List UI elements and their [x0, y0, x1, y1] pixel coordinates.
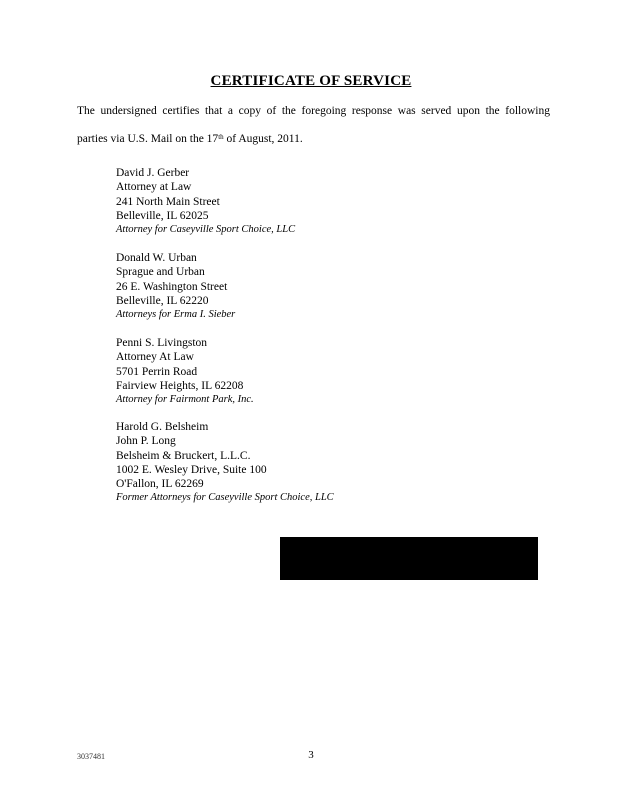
party-address-line: John P. Long: [116, 435, 176, 448]
party-address-line: David J. Gerber: [116, 167, 190, 179]
intro-text-line-1: The undersigned certifies that a copy of the foregoing response was served upon the following: [77, 105, 550, 117]
party-address-line: Sprague and Urban: [116, 266, 205, 279]
service-party-4: [116, 420, 334, 506]
party-address-line: Harold G. Belsheim: [116, 421, 209, 433]
party-address-line: Donald W. Urban: [116, 252, 197, 264]
party-address-line: 26 E. Washington Street: [116, 280, 228, 293]
party-address-line: Fairview Heights, IL 62208: [116, 379, 244, 392]
document-id: 3037481: [77, 752, 105, 761]
party-address-line: Penni S. Livingston: [116, 337, 208, 349]
page-number: 3: [308, 749, 314, 761]
document-title: CERTIFICATE OF SERVICE: [210, 73, 412, 89]
service-party-3: [116, 336, 254, 407]
intro-text-after-date: of August, 2011.: [223, 133, 303, 145]
intro-text-line-2: [77, 132, 550, 146]
party-address-line: Belleville, IL 62220: [116, 294, 209, 307]
party-address-line: Belleville, IL 62025: [116, 209, 209, 222]
service-party-2: [116, 251, 235, 322]
party-address-line: 1002 E. Wesley Drive, Suite 100: [116, 463, 267, 476]
party-role: Attorneys for Erma I. Sieber: [116, 309, 236, 321]
party-address-line: Belsheim & Bruckert, L.L.C.: [116, 449, 251, 462]
service-party-1: [116, 166, 295, 237]
intro-text-before-date: parties via U.S. Mail on the 17: [77, 133, 219, 145]
party-address-line: Attorney at Law: [116, 181, 192, 194]
redacted-signature-block: [280, 537, 538, 580]
party-address-line: 5701 Perrin Road: [116, 365, 198, 378]
party-role: Attorney for Caseyville Sport Choice, LLC: [116, 224, 296, 236]
party-role: Former Attorneys for Caseyville Sport Choice, LLC: [116, 492, 334, 504]
party-address-line: 241 North Main Street: [116, 195, 220, 208]
party-address-line: O'Fallon, IL 62269: [116, 478, 204, 491]
party-role: Attorney for Fairmont Park, Inc.: [116, 394, 254, 406]
party-address-line: Attorney At Law: [116, 351, 194, 364]
date-ordinal-suffix: th: [218, 133, 224, 141]
